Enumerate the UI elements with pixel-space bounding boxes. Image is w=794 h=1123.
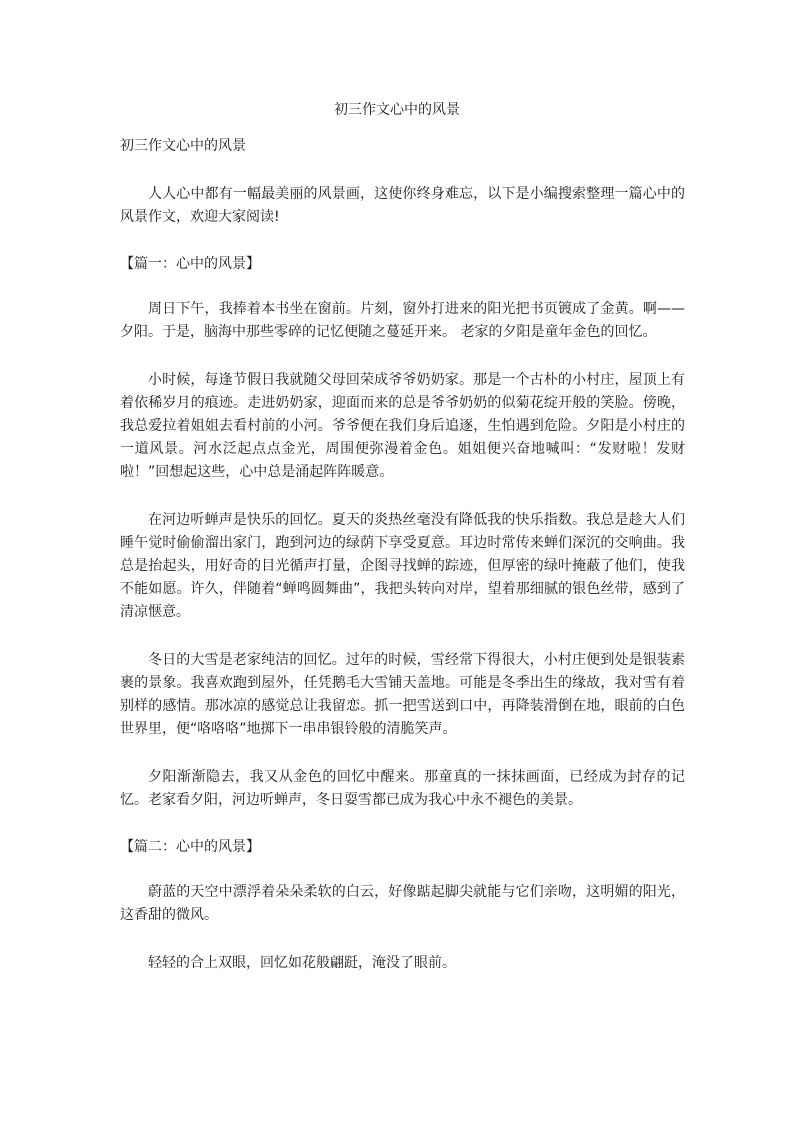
section-1-heading: 【篇一：心中的风景】	[120, 256, 260, 272]
section-1-paragraph-5: 夕阳渐渐隐去，我又从金色的回忆中醒来。那童真的一抹抹画面，已经成为封存的记忆。老家看夕阳，河边听蝉声，冬日耍雪都已成为我心中永不褪色的美景。	[120, 769, 685, 808]
document-title: 初三作文心中的风景	[334, 102, 460, 118]
section-1-paragraph-4: 冬日的大雪是老家纯洁的回忆。过年的时候，雪经常下得很大，小村庄便到处是银装素裹的景象。我喜欢跑到屋外，任凭鹅毛大雪铺天盖地。可能是冬季出生的缘故，我对雪有着别样的感情。那冰凉的感觉总让我留恋。抓一把雪送到口中，再降装滑倒在地，眼前的白色世界里，便“咯咯咯”地掷下一串串银铃般的清脆笑声。	[120, 652, 685, 737]
document-body	[120, 183, 685, 1000]
document-subtitle: 初三作文心中的风景	[120, 138, 246, 154]
section-2-paragraph-2: 轻轻的合上双眼，回忆如花般翩跹，淹没了眼前。	[148, 955, 456, 971]
section-2-heading: 【篇二：心中的风景】	[120, 839, 260, 855]
section-1-paragraph-2: 小时候，每逢节假日我就随父母回荣成爷爷奶奶家。那是一个古朴的小村庄，屋顶上有着依稀岁月的痕迹。走进奶奶家，迎面而来的总是爷爷奶奶的似菊花绽开般的笑脸。傍晚，我总爱拉着姐姐去看村前的小河。爷爷便在我们身后追逐，生怕遇到危险。夕阳是小村庄的一道风景。河水泛起点点金光，周围便弥漫着金色。姐姐便兴奋地喊叫：“发财啦！发财啦！”回想起这些，心中总是涌起阵阵暖意。	[120, 372, 685, 480]
section-2-paragraph-1: 蔚蓝的天空中漂浮着朵朵柔软的白云，好像踮起脚尖就能与它们亲吻，这明媚的阳光，这香甜的微风。	[120, 884, 685, 923]
section-1-paragraph-3: 在河边听蝉声是快乐的回忆。夏天的炎热丝毫没有降低我的快乐指数。我总是趁大人们睡午觉时偷偷溜出家门，跑到河边的绿荫下享受夏意。耳边时常传来蝉们深沉的交响曲。我总是抬起头，用好奇的目光循声打量，企图寻找蝉的踪迹，但厚密的绿叶掩蔽了他们，使我不能如愿。许久，伴随着“蝉鸣圆舞曲”，我把头转向对岸，望着那细腻的银色丝带，感到了清凉惬意。	[120, 512, 685, 620]
intro-paragraph: 人人心中都有一幅最美丽的风景画，这使你终身难忘，以下是小编搜索整理一篇心中的风景作文，欢迎大家阅读!	[120, 186, 685, 225]
section-1-paragraph-1: 周日下午，我捧着本书坐在窗前。片刻，窗外打进来的阳光把书页镀成了金黄。啊——夕阳。于是，脑海中那些零碎的记忆便随之蔓延开来。 老家的夕阳是童年金色的回忆。	[120, 301, 685, 340]
